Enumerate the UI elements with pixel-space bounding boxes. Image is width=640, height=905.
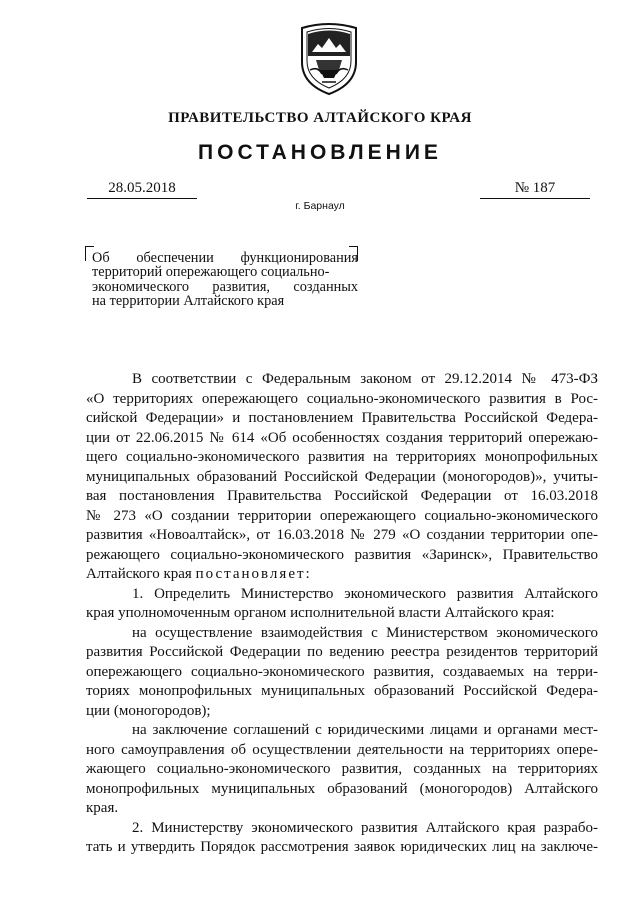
item1-line: края уполномоченным органом исполнительной власти Алтайского края:: [86, 605, 555, 621]
item1b-line: монопрофильных муниципальных образований (моногородов) Алтайского: [86, 780, 598, 797]
item1a-line: развития Российской Федерации по ведению реестра резидентов территорий: [86, 644, 598, 660]
preamble-line: щего социально-экономического развития на территориях монопрофильных: [86, 449, 598, 465]
subject-line: Об обеспечении функционирования: [92, 250, 358, 266]
subject-corner-mark-right: [349, 246, 358, 261]
subject-corner-mark-left: [85, 246, 94, 261]
preamble-end: Алтайского края: [86, 566, 192, 582]
preamble-line: режающего социально-экономического развития «Заринск», Правительство: [86, 546, 598, 563]
preamble-line: вая постановления Правительства Российской Федерации от 16.03.2018: [86, 488, 598, 504]
subject-line: экономического развития, созданных: [92, 278, 358, 295]
item1b-line: на заключение соглашений с юридическими лицами и органами мест-: [132, 722, 598, 738]
item1a-line: опережающего социально-экономического развития, создаваемых на терри-: [86, 663, 598, 680]
government-name: ПРАВИТЕЛЬСТВО АЛТАЙСКОГО КРАЯ: [168, 110, 472, 126]
item2-line: тать и утвердить Порядок рассмотрения заявок юридических лиц на заключе-: [86, 839, 598, 855]
preamble-line: муниципальных образований Российской Федерации (моногородов)», учиты-: [86, 468, 598, 485]
preamble-line: ции от 22.06.2015 № 614 «Об особенностях создания территорий опережаю-: [86, 429, 598, 446]
item1a-line: на осуществление взаимодействия с Министерством экономического: [132, 624, 598, 641]
item1a-line: ториях монопрофильных муниципальных образований Российской Федера-: [86, 683, 598, 699]
resolves-word: постановляет:: [195, 566, 312, 582]
subject-line: территорий опережающего социально-: [92, 264, 330, 281]
document-date: 28.05.2018: [87, 180, 197, 199]
item1b-line: ного самоуправления об осуществлении деятельности на территориях опере-: [86, 741, 598, 758]
coat-of-arms-emblem: [298, 22, 360, 96]
document-number: № 187: [480, 180, 590, 199]
preamble-line: развития «Новоалтайск», от 16.03.2018 № 279 «О создании территории опе-: [86, 527, 598, 543]
item1-line: 1. Определить Министерство экономического развития Алтайского: [132, 585, 598, 602]
preamble-last-line: [86, 565, 598, 585]
document-body: [86, 370, 598, 858]
city-label: г. Барнаул: [295, 200, 345, 212]
item1b-line: жающего социально-экономического развития, созданных на территориях: [86, 761, 598, 777]
preamble-line: сийской Федерации» и постановлением Правительства Российской Федера-: [86, 410, 598, 426]
document-subject: [86, 247, 358, 309]
preamble-line: «О территориях опережающего социально-экономического развития в Рос-: [86, 390, 598, 407]
document-type-title: ПОСТАНОВЛЕНИЕ: [198, 141, 442, 164]
item1a-line: ции (моногородов);: [86, 702, 211, 719]
item2-line: 2. Министерству экономического развития Алтайского края разрабо-: [132, 819, 598, 836]
preamble-line: № 273 «О создании территории опережающего социально-экономического: [86, 507, 598, 524]
preamble-line: В соответствии с Федеральным законом от 29.12.2014 № 473-ФЗ: [132, 371, 598, 387]
subject-line: на территории Алтайского края: [92, 293, 285, 310]
item1b-line: края.: [86, 800, 119, 816]
